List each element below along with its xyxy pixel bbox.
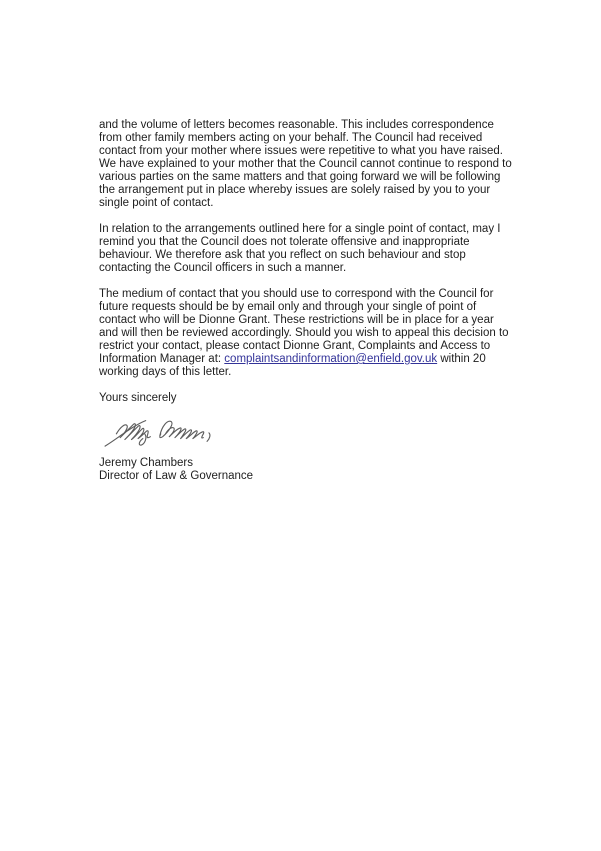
signatory-name: Jeremy Chambers bbox=[99, 457, 193, 469]
signature-stroke-flick bbox=[207, 433, 210, 442]
letter-paragraph-1: and the volume of letters becomes reasonable. This includes correspondence from other family members acting on your behalf. The Council had received contact from your mother where issues were repetitive to what you have raised. We have explained to your mother that the Council cannot continue to respond to various parties on the same matters and that going forward we will be following the arrangement put in place whereby issues are solely raised by you to your single point of contact. bbox=[99, 119, 512, 209]
letter-paragraph-2: In relation to the arrangements outlined here for a single point of contact, may I remind you that the Council does not tolerate offensive and inappropriate behaviour. We therefore ask that you reflect on such behaviour and stop contacting the Council officers in such a manner. bbox=[99, 223, 501, 274]
letter-paragraph-3 bbox=[99, 288, 512, 379]
signatory-title: Director of Law & Governance bbox=[99, 470, 254, 482]
signature-image bbox=[99, 414, 249, 448]
signature-stroke-word1 bbox=[116, 424, 150, 440]
paragraph-3-text-before-link: The medium of contact that you should use to correspond with the Council for future requests should be by email only and through your single of point of contact who will be Dionne Grant. These restrictions will be in place for a year and will then be reviewed accordingly. Should you wish to appeal this decision to restrict your contact, please contact Dionne Grant, Complaints and Access to Information Manager at: bbox=[99, 288, 509, 365]
signoff-block bbox=[99, 457, 512, 483]
signature-stroke-word2 bbox=[160, 421, 204, 438]
letter-body bbox=[99, 119, 512, 483]
email-link[interactable]: complaintsandinformation@enfield.gov.uk bbox=[224, 353, 438, 365]
closing-salutation: Yours sincerely bbox=[99, 392, 177, 404]
paragraph-3-text-after-link: within 20 working days of this letter. bbox=[99, 353, 486, 378]
